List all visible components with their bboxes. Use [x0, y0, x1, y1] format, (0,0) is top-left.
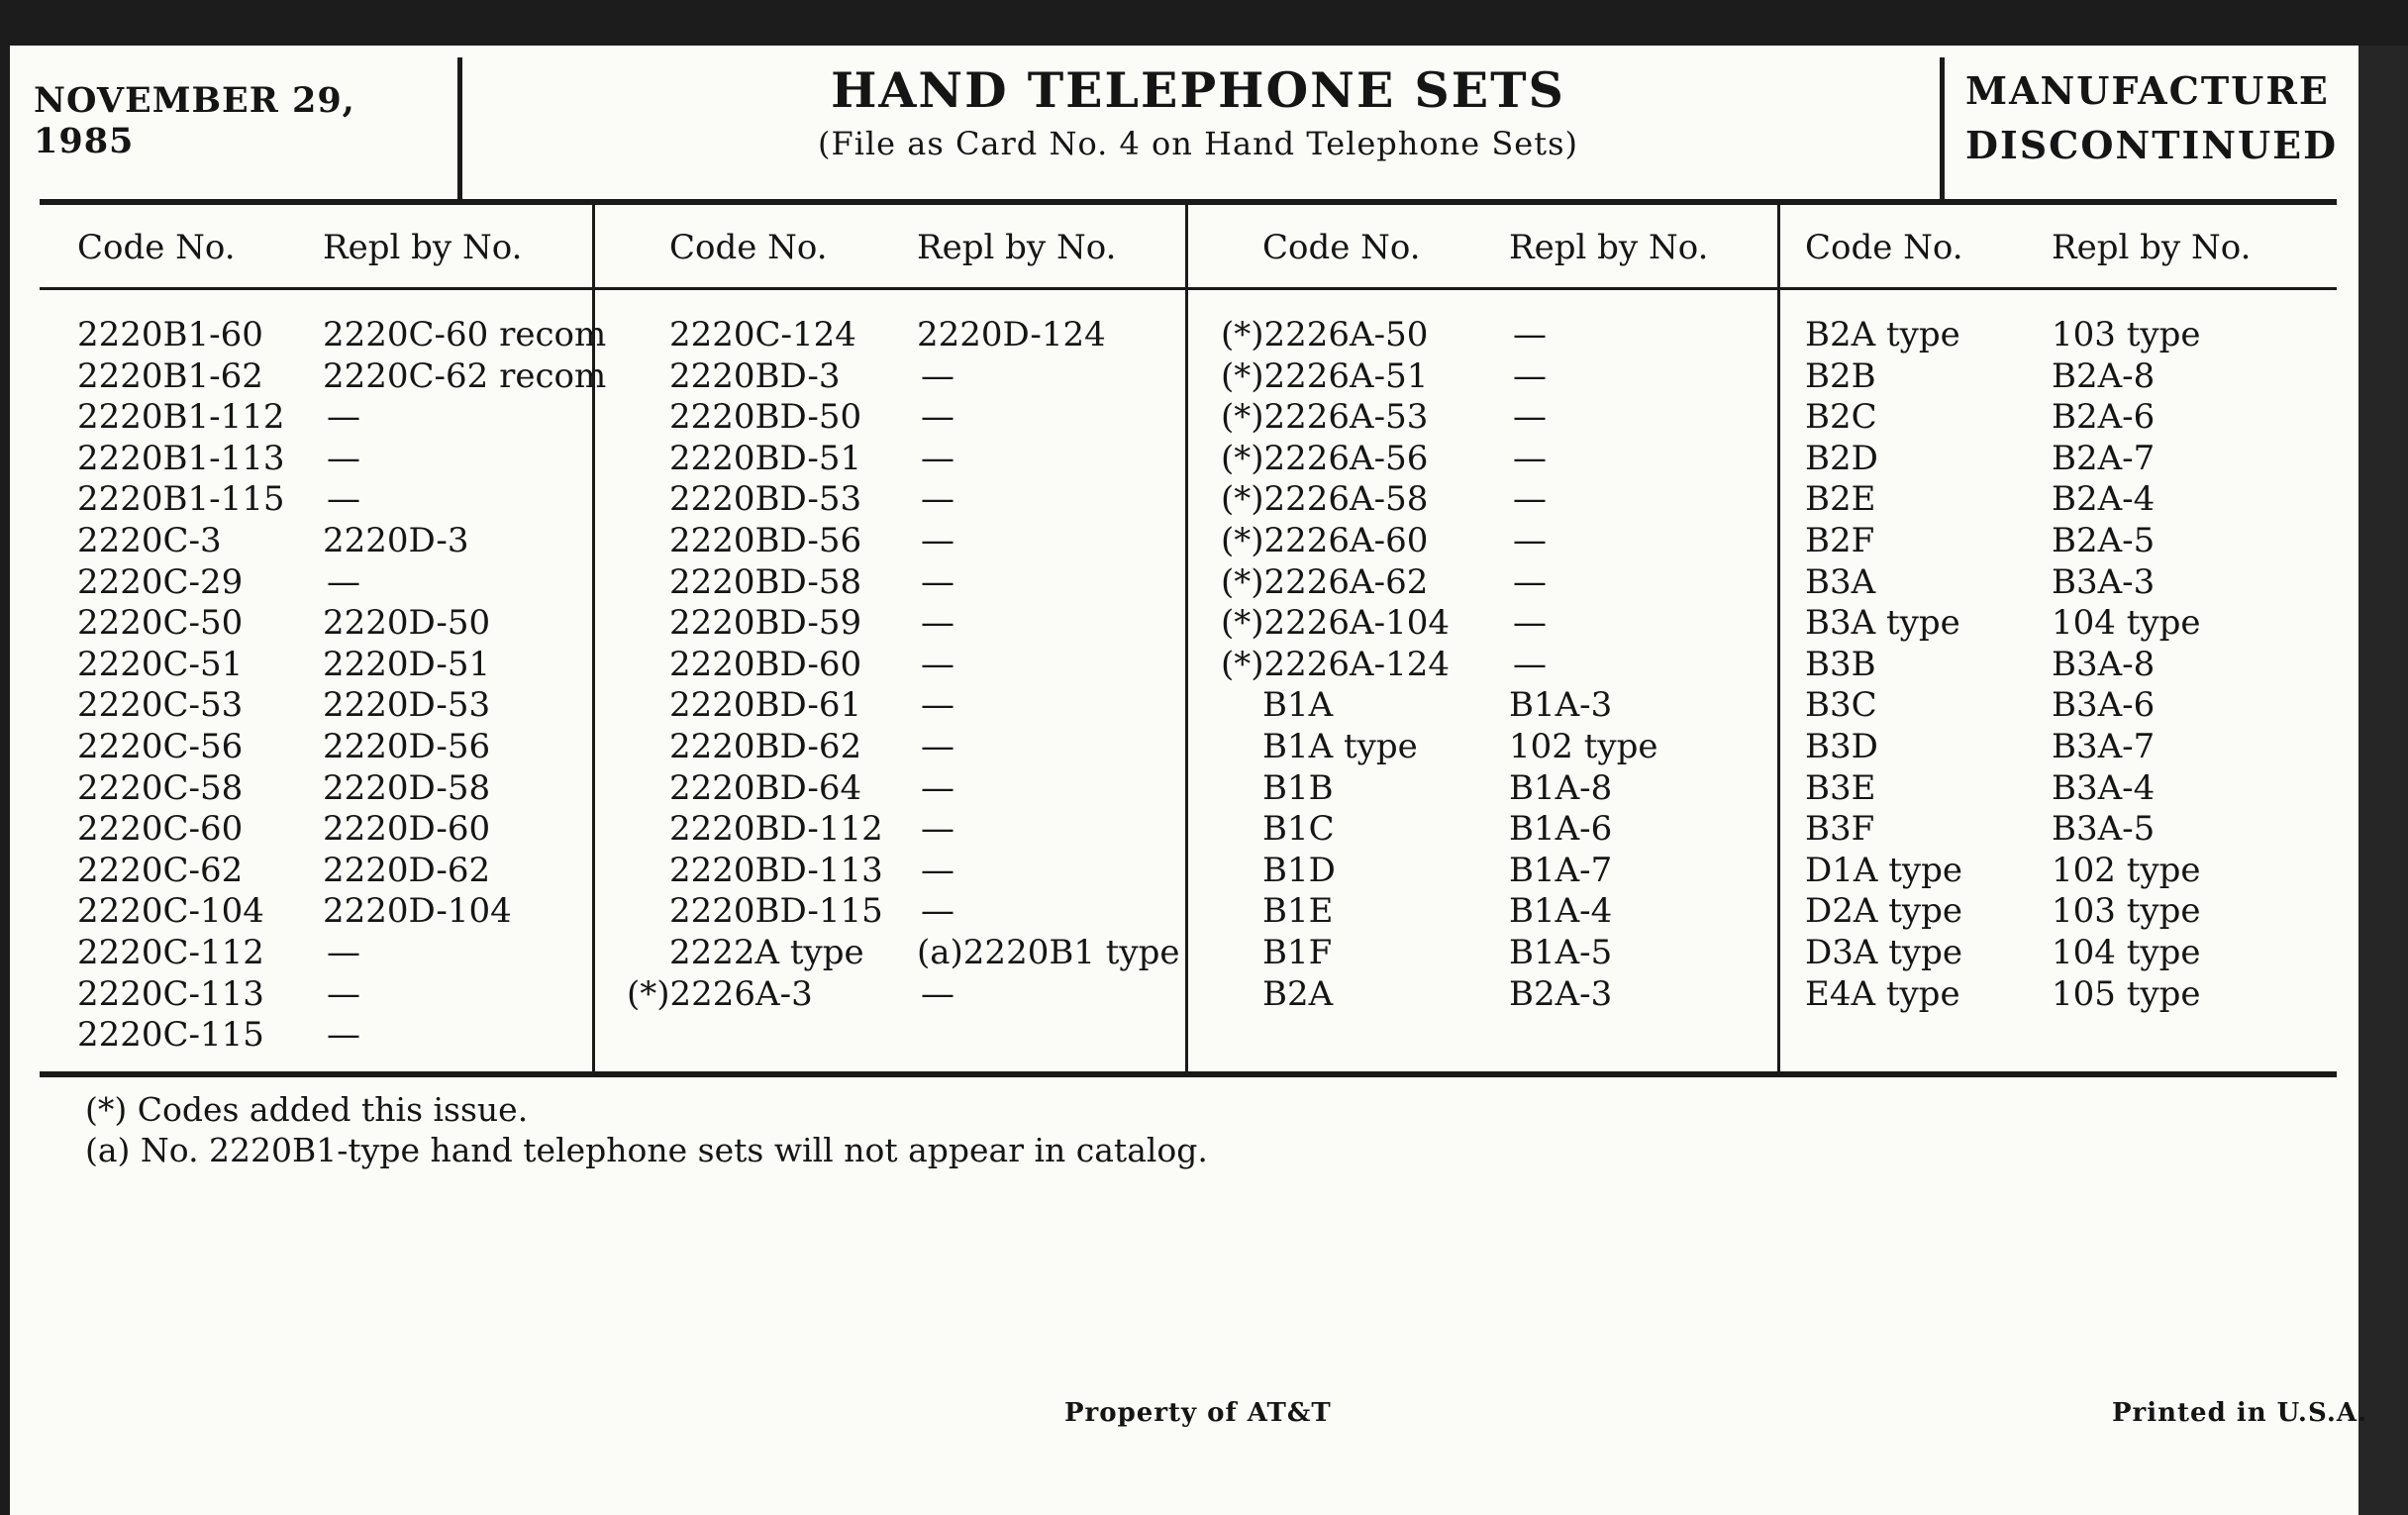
- code-cell: B1A: [1262, 685, 1334, 726]
- repl-cell: 2220D-53: [323, 685, 491, 726]
- repl-cell: —: [921, 397, 954, 438]
- repl-cell: —: [327, 973, 360, 1014]
- code-cell: (*)2226A-56: [1221, 438, 1429, 478]
- repl-cell: B2A-4: [2052, 479, 2156, 520]
- repl-cell: —: [921, 644, 954, 684]
- code-cell: 2220BD-62: [669, 726, 862, 766]
- code-cell: (*)2226A-53: [1221, 397, 1429, 438]
- repl-cell: 2220D-62: [323, 850, 491, 890]
- repl-cell: 104 type: [2052, 603, 2201, 644]
- code-cell: B1F: [1262, 932, 1333, 972]
- code-cell: 2220BD-64: [669, 767, 862, 808]
- printed-notice: Printed in U.S.A.: [2112, 1398, 2368, 1428]
- table-bottom-rule: [40, 1071, 2337, 1077]
- repl-column-2: [917, 315, 1180, 1015]
- code-cell: 2220C-115: [77, 1015, 264, 1056]
- code-cell: B1C: [1262, 809, 1335, 850]
- repl-cell: —: [327, 438, 360, 478]
- repl-cell: B1A-8: [1509, 767, 1613, 808]
- code-cell: B1A type: [1262, 726, 1418, 766]
- repl-cell: B1A-5: [1509, 932, 1613, 972]
- repl-cell: B2A-8: [2052, 355, 2156, 396]
- code-cell: (*)2226A-50: [1221, 315, 1429, 354]
- column-divider-2: [1185, 203, 1188, 1074]
- header-title-block: [465, 59, 1931, 166]
- code-cell: 2220BD-112: [669, 809, 883, 850]
- repl-cell: (a)2220B1 type: [917, 932, 1180, 972]
- code-cell: B3B: [1805, 644, 1876, 684]
- code-cell: 2220C-51: [77, 644, 244, 684]
- property-notice: Property of AT&T: [1064, 1398, 1332, 1428]
- code-column-3: [1221, 315, 1450, 1015]
- code-cell: 2220BD-53: [669, 479, 862, 520]
- code-cell: B1E: [1262, 891, 1334, 932]
- code-cell: (*)2226A-62: [1221, 561, 1429, 602]
- repl-cell: —: [327, 479, 360, 520]
- code-cell: B3A: [1805, 561, 1876, 602]
- footnote: (a) No. 2220B1-type hand telephone sets will not appear in catalog.: [85, 1131, 1208, 1169]
- repl-cell: 2220D-3: [323, 520, 469, 560]
- repl-cell: —: [1513, 479, 1547, 520]
- repl-cell: B1A-3: [1509, 685, 1613, 726]
- column-header-repl: Repl by No.: [2052, 228, 2252, 267]
- repl-cell: 2220D-51: [323, 644, 491, 684]
- code-cell: D3A type: [1805, 932, 1963, 972]
- code-cell: B2A: [1262, 973, 1334, 1014]
- code-cell: E4A type: [1805, 973, 1960, 1014]
- repl-cell: —: [921, 355, 954, 396]
- repl-cell: B2A-6: [2052, 397, 2156, 438]
- footnote: (*) Codes added this issue.: [85, 1090, 529, 1129]
- header-divider-right: [1940, 57, 1945, 200]
- repl-column-4: [2052, 315, 2200, 1015]
- code-cell: 2220C-3: [77, 520, 222, 560]
- repl-cell: —: [921, 685, 954, 726]
- repl-cell: —: [1513, 561, 1547, 602]
- repl-cell: —: [327, 397, 360, 438]
- code-cell: B3A type: [1805, 603, 1960, 644]
- repl-column-3: [1509, 315, 1657, 1015]
- column-header-repl: Repl by No.: [1509, 228, 1709, 267]
- code-cell: 2220C-62: [77, 850, 244, 890]
- repl-cell: 102 type: [1509, 726, 1658, 766]
- header-bottom-rule: [40, 287, 2337, 290]
- code-cell: B1B: [1262, 767, 1334, 808]
- repl-cell: —: [327, 561, 360, 602]
- repl-cell: —: [921, 561, 954, 602]
- repl-cell: B1A-4: [1509, 891, 1613, 932]
- code-cell: B2C: [1805, 397, 1877, 438]
- repl-cell: 105 type: [2052, 973, 2201, 1014]
- code-cell: 2220BD-58: [669, 561, 862, 602]
- table-top-rule: [40, 199, 2337, 205]
- repl-cell: B3A-6: [2052, 685, 2156, 726]
- repl-cell: B1A-7: [1509, 850, 1613, 890]
- code-column-1: [77, 315, 285, 1057]
- code-cell: B2E: [1805, 479, 1876, 520]
- code-cell: 2222A type: [669, 932, 864, 972]
- repl-cell: —: [1513, 644, 1547, 684]
- code-cell: (*)2226A-3: [627, 973, 813, 1014]
- code-cell: B3F: [1805, 809, 1875, 850]
- repl-cell: —: [921, 603, 954, 644]
- code-cell: 2220C-53: [77, 685, 244, 726]
- code-cell: 2220BD-56: [669, 520, 862, 560]
- code-cell: D1A type: [1805, 850, 1963, 890]
- code-cell: 2220C-58: [77, 767, 244, 808]
- code-cell: D2A type: [1805, 891, 1963, 932]
- repl-cell: —: [921, 726, 954, 766]
- repl-cell: —: [921, 767, 954, 808]
- repl-cell: 2220C-62 recom: [323, 355, 607, 396]
- repl-cell: B3A-7: [2052, 726, 2156, 766]
- repl-cell: 103 type: [2052, 891, 2201, 932]
- repl-cell: B2A-5: [2052, 520, 2156, 560]
- repl-cell: B2A-7: [2052, 438, 2156, 478]
- repl-cell: —: [921, 850, 954, 890]
- code-cell: 2220C-112: [77, 932, 264, 972]
- repl-cell: 104 type: [2052, 932, 2201, 972]
- code-column-4: [1805, 315, 1962, 1015]
- repl-cell: —: [1513, 315, 1547, 354]
- repl-cell: 102 type: [2052, 850, 2201, 890]
- column-header-code: Code No.: [1805, 228, 1963, 267]
- status-block: [1965, 63, 2342, 172]
- column-header-code: Code No.: [1262, 228, 1421, 267]
- repl-cell: —: [921, 520, 954, 560]
- scan-edge: [2358, 46, 2408, 1515]
- repl-cell: 2220D-104: [323, 891, 512, 932]
- code-cell: 2220C-104: [77, 891, 264, 932]
- page-title: HAND TELEPHONE SETS: [831, 61, 1565, 119]
- repl-cell: —: [921, 438, 954, 478]
- repl-cell: —: [921, 809, 954, 850]
- repl-cell: —: [921, 479, 954, 520]
- repl-cell: —: [1513, 355, 1547, 396]
- repl-cell: 2220D-58: [323, 767, 491, 808]
- repl-cell: B3A-8: [2052, 644, 2156, 684]
- code-cell: 2220C-50: [77, 603, 244, 644]
- code-cell: 2220B1-62: [77, 355, 263, 396]
- code-column-2: [627, 315, 883, 1015]
- code-cell: 2220C-56: [77, 726, 244, 766]
- repl-cell: 2220D-56: [323, 726, 491, 766]
- code-cell: B2A type: [1805, 315, 1960, 354]
- code-cell: 2220BD-113: [669, 850, 883, 890]
- column-header-code: Code No.: [77, 228, 236, 267]
- repl-cell: —: [921, 891, 954, 932]
- repl-cell: —: [1513, 520, 1547, 560]
- code-cell: 2220C-29: [77, 561, 244, 602]
- code-cell: (*)2226A-51: [1221, 355, 1429, 396]
- repl-column-1: [323, 315, 606, 1057]
- repl-cell: —: [1513, 438, 1547, 478]
- code-cell: 2220BD-51: [669, 438, 862, 478]
- repl-cell: —: [327, 932, 360, 972]
- code-cell: 2220BD-59: [669, 603, 862, 644]
- code-cell: (*)2226A-104: [1221, 603, 1450, 644]
- repl-cell: —: [921, 973, 954, 1014]
- repl-cell: B2A-3: [1509, 973, 1613, 1014]
- code-cell: 2220BD-60: [669, 644, 862, 684]
- code-cell: 2220C-124: [669, 315, 856, 354]
- code-cell: B2F: [1805, 520, 1875, 560]
- code-cell: 2220B1-112: [77, 397, 285, 438]
- column-header-repl: Repl by No.: [917, 228, 1117, 267]
- repl-cell: 2220D-50: [323, 603, 491, 644]
- code-cell: 2220BD-3: [669, 355, 841, 396]
- code-cell: B1D: [1262, 850, 1336, 890]
- code-cell: 2220BD-115: [669, 891, 883, 932]
- code-cell: 2220B1-113: [77, 438, 285, 478]
- repl-cell: B3A-5: [2052, 809, 2156, 850]
- repl-cell: —: [1513, 603, 1547, 644]
- repl-cell: B3A-3: [2052, 561, 2156, 602]
- code-cell: 2220C-113: [77, 973, 264, 1014]
- code-cell: 2220C-60: [77, 809, 244, 850]
- code-cell: (*)2226A-58: [1221, 479, 1429, 520]
- code-cell: 2220B1-115: [77, 479, 285, 520]
- repl-cell: 103 type: [2052, 315, 2201, 354]
- code-cell: B2B: [1805, 355, 1876, 396]
- code-cell: (*)2226A-60: [1221, 520, 1429, 560]
- status-line-1: MANUFACTURE: [1965, 68, 2330, 113]
- code-cell: 2220BD-61: [669, 685, 862, 726]
- repl-cell: —: [1513, 397, 1547, 438]
- status-line-2: DISCONTINUED: [1965, 123, 2339, 167]
- repl-cell: B3A-4: [2052, 767, 2156, 808]
- code-cell: B3C: [1805, 685, 1877, 726]
- repl-cell: —: [327, 1015, 360, 1056]
- code-cell: B3E: [1805, 767, 1876, 808]
- repl-cell: 2220C-60 recom: [323, 315, 607, 354]
- footnotes: [85, 1089, 1208, 1170]
- issue-date: NOVEMBER 29, 1985: [34, 80, 355, 161]
- column-header-code: Code No.: [669, 228, 828, 267]
- repl-cell: 2220D-124: [917, 315, 1106, 354]
- repl-cell: 2220D-60: [323, 809, 491, 850]
- code-cell: (*)2226A-124: [1221, 644, 1450, 684]
- repl-cell: B1A-6: [1509, 809, 1613, 850]
- page-subtitle: (File as Card No. 4 on Hand Telephone Sets): [818, 125, 1578, 162]
- code-cell: B2D: [1805, 438, 1878, 478]
- code-cell: 2220B1-60: [77, 315, 263, 354]
- header-divider-left: [457, 57, 462, 200]
- column-header-repl: Repl by No.: [323, 228, 523, 267]
- code-cell: B3D: [1805, 726, 1878, 766]
- column-divider-3: [1777, 203, 1780, 1074]
- code-cell: 2220BD-50: [669, 397, 862, 438]
